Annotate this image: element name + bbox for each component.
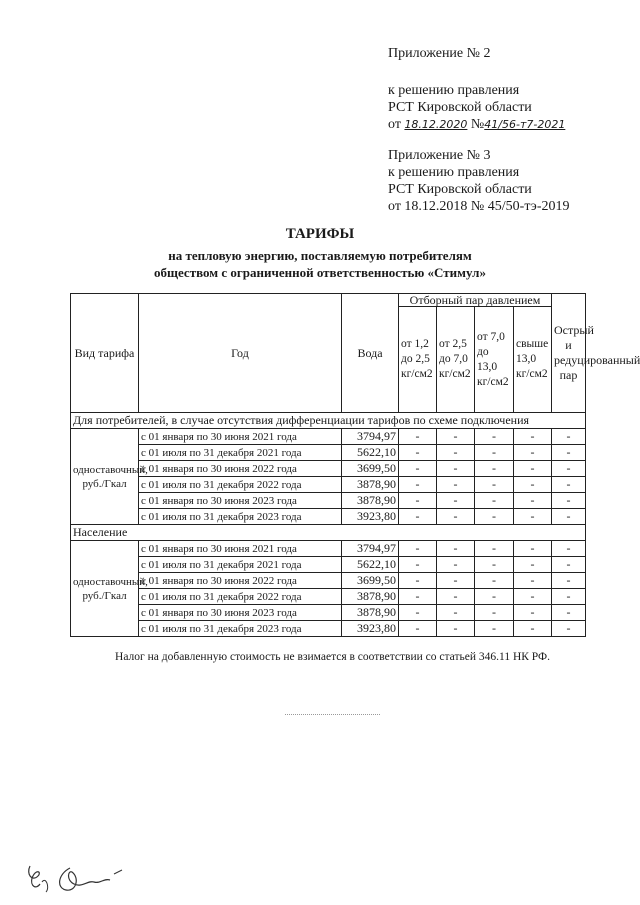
period-cell: с 01 июля по 31 декабря 2022 года (139, 477, 342, 493)
empty-value: - (552, 589, 586, 605)
empty-value: - (514, 605, 552, 621)
appendix2-from: от (388, 117, 401, 132)
header-water: Вода (342, 294, 399, 413)
appendix3-line2: РСТ Кировской области (388, 182, 532, 197)
empty-value: - (399, 605, 437, 621)
water-value: 3878,90 (342, 605, 399, 621)
empty-value: - (399, 477, 437, 493)
empty-value: - (437, 509, 475, 525)
period-cell: с 01 июля по 31 декабря 2023 года (139, 509, 342, 525)
empty-value: - (552, 621, 586, 637)
table-row (71, 541, 586, 557)
table-row (71, 621, 586, 637)
table-row (71, 445, 586, 461)
empty-value: - (552, 445, 586, 461)
empty-value: - (475, 557, 514, 573)
tariff-table (70, 293, 640, 637)
empty-value: - (475, 493, 514, 509)
period-cell: с 01 января по 30 июня 2021 года (139, 541, 342, 557)
empty-value: - (552, 573, 586, 589)
empty-value: - (399, 509, 437, 525)
divider (285, 714, 380, 715)
period-cell: с 01 июля по 31 декабря 2023 года (139, 621, 342, 637)
header-type: Вид тарифа (71, 294, 139, 413)
empty-value: - (475, 461, 514, 477)
appendix2-line2: РСТ Кировской области (388, 100, 532, 115)
empty-value: - (437, 573, 475, 589)
water-value: 3699,50 (342, 461, 399, 477)
water-value: 3794,97 (342, 429, 399, 445)
empty-value: - (399, 557, 437, 573)
empty-value: - (399, 461, 437, 477)
period-cell: с 01 января по 30 июня 2022 года (139, 461, 342, 477)
empty-value: - (437, 429, 475, 445)
period-cell: с 01 июля по 31 декабря 2021 года (139, 445, 342, 461)
water-value: 5622,10 (342, 445, 399, 461)
empty-value: - (475, 477, 514, 493)
table-row (71, 573, 586, 589)
appendix3-title: Приложение № 3 (388, 148, 491, 163)
empty-value: - (437, 589, 475, 605)
empty-value: - (514, 461, 552, 477)
empty-value: - (552, 493, 586, 509)
empty-value: - (552, 605, 586, 621)
empty-value: - (475, 509, 514, 525)
empty-value: - (399, 541, 437, 557)
empty-value: - (475, 589, 514, 605)
section-title: Для потребителей, в случае отсутствия дифференциации тарифов по схеме подключения (71, 413, 586, 429)
appendix2-date-line (388, 116, 565, 133)
header-p1: от 1,2 до 2,5 кг/см2 (399, 307, 437, 413)
empty-value: - (399, 429, 437, 445)
empty-value: - (552, 509, 586, 525)
empty-value: - (552, 461, 586, 477)
appendix2-line1: к решению правления (388, 83, 520, 98)
empty-value: - (475, 429, 514, 445)
empty-value: - (399, 445, 437, 461)
period-cell: с 01 июля по 31 декабря 2021 года (139, 557, 342, 573)
table-row (71, 605, 586, 621)
page-title: ТАРИФЫ (285, 226, 355, 242)
empty-value: - (475, 541, 514, 557)
empty-value: - (475, 573, 514, 589)
empty-value: - (399, 573, 437, 589)
table-row (71, 589, 586, 605)
section-row (71, 413, 586, 429)
appendix2-number: 41/56-т7-2021 (484, 118, 566, 131)
heading-line1: на тепловую энергию, поставляемую потребителям (168, 248, 472, 263)
water-value: 3878,90 (342, 589, 399, 605)
empty-value: - (514, 509, 552, 525)
water-value: 3699,50 (342, 573, 399, 589)
tariff-table-body (71, 413, 586, 637)
appendix3-line3: от 18.12.2018 № 45/50-тэ-2019 (388, 199, 570, 214)
empty-value: - (437, 493, 475, 509)
empty-value: - (514, 477, 552, 493)
empty-value: - (514, 445, 552, 461)
empty-value: - (437, 557, 475, 573)
table-row (71, 461, 586, 477)
period-cell: с 01 января по 30 июня 2023 года (139, 605, 342, 621)
header-p3: от 7,0 до 13,0 кг/см2 (475, 307, 514, 413)
empty-value: - (514, 493, 552, 509)
empty-value: - (437, 461, 475, 477)
empty-value: - (514, 557, 552, 573)
period-cell: с 01 января по 30 июня 2022 года (139, 573, 342, 589)
empty-value: - (475, 445, 514, 461)
header-year: Год (139, 294, 342, 413)
water-value: 3923,80 (342, 509, 399, 525)
heading-line2: обществом с ограниченной ответственностью «Стимул» (154, 265, 486, 280)
signature (22, 858, 137, 898)
empty-value: - (399, 621, 437, 637)
tariff-type: одноставочный, руб./Гкал (71, 541, 139, 637)
empty-value: - (514, 429, 552, 445)
header-p2: от 2,5 до 7,0 кг/см2 (437, 307, 475, 413)
vat-note: Налог на добавленную стоимость не взимается в соответствии со статьей 346.11 НК РФ. (115, 651, 550, 663)
water-value: 3878,90 (342, 493, 399, 509)
empty-value: - (514, 541, 552, 557)
empty-value: - (514, 573, 552, 589)
water-value: 5622,10 (342, 557, 399, 573)
empty-value: - (552, 477, 586, 493)
empty-value: - (514, 589, 552, 605)
empty-value: - (552, 541, 586, 557)
table-row (71, 557, 586, 573)
period-cell: с 01 июля по 31 декабря 2022 года (139, 589, 342, 605)
empty-value: - (437, 477, 475, 493)
empty-value: - (437, 605, 475, 621)
empty-value: - (475, 621, 514, 637)
header-sharp-steam: Острый и редуцированный пар (552, 294, 586, 413)
water-value: 3794,97 (342, 541, 399, 557)
section-row (71, 525, 586, 541)
appendix3-line1: к решению правления (388, 165, 520, 180)
period-cell: с 01 января по 30 июня 2023 года (139, 493, 342, 509)
header-p4: свыше 13,0 кг/см2 (514, 307, 552, 413)
table-row (71, 429, 586, 445)
empty-value: - (399, 589, 437, 605)
water-value: 3878,90 (342, 477, 399, 493)
table-row (71, 509, 586, 525)
empty-value: - (552, 557, 586, 573)
empty-value: - (437, 541, 475, 557)
appendix2-number-sign: № (470, 117, 485, 132)
section-title: Население (71, 525, 586, 541)
empty-value: - (437, 445, 475, 461)
appendix2-date: 18.12.2020 (404, 118, 468, 131)
water-value: 3923,80 (342, 621, 399, 637)
appendix2-title: Приложение № 2 (388, 46, 491, 61)
empty-value: - (437, 621, 475, 637)
tariff-type: одноставочный, руб./Гкал (71, 429, 139, 525)
empty-value: - (399, 493, 437, 509)
table-row (71, 493, 586, 509)
period-cell: с 01 января по 30 июня 2021 года (139, 429, 342, 445)
empty-value: - (514, 621, 552, 637)
header-steam: Отборный пар давлением (399, 294, 552, 307)
empty-value: - (475, 605, 514, 621)
table-row (71, 477, 586, 493)
empty-value: - (552, 429, 586, 445)
